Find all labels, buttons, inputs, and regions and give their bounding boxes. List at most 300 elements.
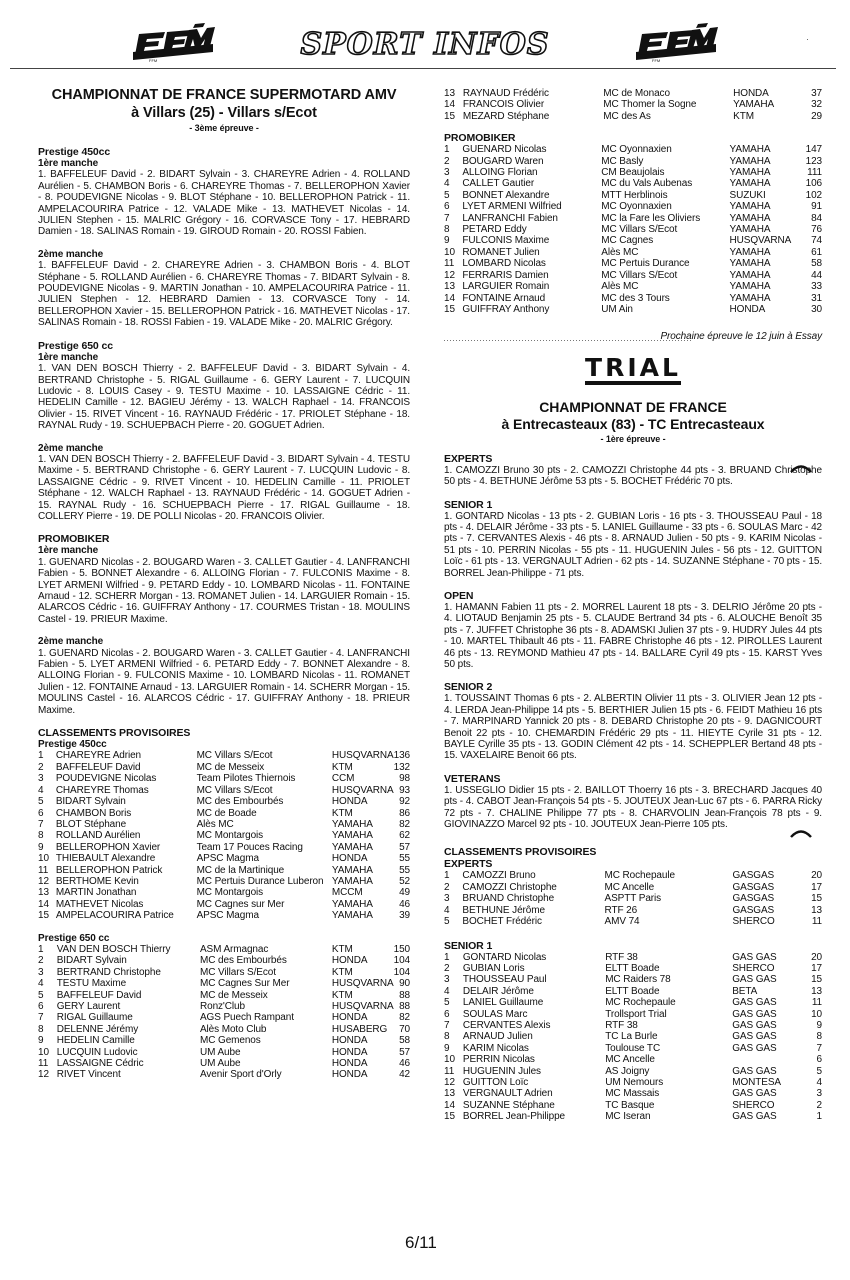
rank-position: 7 [38,818,44,830]
table-row [38,819,410,830]
table-row [444,916,822,927]
table-row [38,865,410,876]
race-heading: 2ème manche [38,636,104,648]
table-row [38,853,410,864]
motorcycle-make: CCM [331,773,355,785]
points: 33 [811,281,822,293]
table-row [444,997,822,1008]
supermotard-title: CHAMPIONNAT DE FRANCE SUPERMOTARD AMV [51,87,397,103]
table-row [38,955,410,966]
points: 52 [399,875,410,887]
motorcycle-make: YAMAHA [729,246,771,258]
motorcycle-make: KTM [733,110,754,122]
rank-position: 6 [38,1001,44,1012]
club-name: MC Ancelle [605,1054,655,1066]
motorcycle-make: GASGAS [732,881,775,893]
points: 74 [811,235,822,247]
rank-position: 6 [444,201,450,213]
points: 106 [805,178,822,190]
points: 147 [805,144,822,156]
club-name: MC Villars S/Ecot [196,750,273,762]
class-results: 1. HAMANN Fabien 11 pts - 2. MORREL Laurent 18 pts - 3. DELRIO Jérôme 20 pts - 4. LIOTAUD Benjamin 25 pts - 5. CLAUDE Bertrand 34 pts - 6. ALOUCHE Benoît 35 pts - 7. JUFFET Christophe 36 pts - 8. ADAMSKI Julien 37 pts - 9. HUDRY Jules 44 pts - 10. MARTEL Thibault 46 pts - 11. FABRE Christophe 46 pts - 12. PIROLLES Laurent 46 pts - 13. REYMOND Mathieu 47 pts - 14. BALLARE Cyril 49 pts - 15. KARST Yves 50 pts. [444,601,822,670]
table-row [444,986,822,997]
class-results: 1. GONTARD Nicolas - 13 pts - 2. GUBIAN Loris - 16 pts - 3. THOUSSEAU Paul - 18 pts - 4. DELAIR Jérôme - 33 pts - 5. LANIEL Guillaume - 33 pts - 6. SOULAS Marc - 42 pts - 7. CERVANTES Alexis - 46 pts - 8. ARNAUD Julien - 50 pts - 9. KARIM Nicolas - 51 pts - 10. PERRIN Nicolas - 55 pts - 11. HUGUENIN Jules - 56 pts - 12. GUITTON Loïc - 61 pts - 13. VERGNAULT Adrien - 62 pts - 14. SUZANNE Stéphane - 70 pts - 15. BORREL Jean-Philippe - 71 pts. [444,510,822,579]
motorcycle-make: YAMAHA [729,144,771,156]
rider-name: BERTHOME Kevin [55,875,139,887]
points: 44 [811,269,822,281]
rank-position: 7 [38,1012,44,1024]
rider-name: ROMANET Julien [462,246,540,258]
points: 90 [399,978,410,990]
motorcycle-make: HONDA [331,1046,368,1058]
motorcycle-make: YAMAHA [729,155,771,167]
rider-name: BELLEROPHON Xavier [55,841,161,853]
rider-name: CERVANTES Alexis [462,1019,551,1031]
standings-table-experts [444,870,822,927]
rider-name: DELENNE Jérémy [56,1023,139,1035]
rank-position: 2 [444,155,450,167]
table-row [444,281,822,292]
rank-position: 8 [38,1023,44,1035]
rider-name: BRUAND Christophe [462,893,555,905]
svg-text:FFM: FFM [652,58,661,63]
club-name: TC Basque [605,1099,655,1111]
rider-name: ALLOING Florian [462,167,538,179]
trial-results-block [444,681,822,761]
table-row [38,910,410,921]
rank-position: 1 [444,951,450,963]
table-row [444,952,822,963]
rider-name: CALLET Gautier [462,178,535,190]
results-block [38,340,410,432]
motorcycle-make: YAMAHA [729,269,771,281]
table-row [444,882,822,893]
standings-class-heading: PROMOBIKER [444,132,516,145]
race-heading: 2ème manche [38,442,104,454]
class-heading: PROMOBIKER [38,533,110,546]
table-row [444,1009,822,1020]
standings-table-450 [38,750,410,921]
class-heading: EXPERTS [444,452,493,465]
points: 29 [811,110,822,122]
club-name: Toulouse TC [605,1042,661,1054]
club-name: MC Cagnes sur Mer [196,898,285,910]
table-row [444,1031,822,1042]
rank-position: 10 [38,853,49,865]
rider-name: FRANCOIS Olivier [462,99,545,111]
motorcycle-make: GAS GAS [732,1008,777,1020]
table-row [444,1077,822,1088]
table-row [38,1012,410,1023]
rider-name: PERRIN Nicolas [462,1054,535,1066]
page-number: 6/11 [405,1233,437,1252]
rank-position: 15 [444,303,455,315]
motorcycle-make: GAS GAS [732,951,777,963]
motorcycle-make: GAS GAS [732,974,777,986]
points: 58 [811,258,822,270]
points: 30 [811,303,822,315]
motorcycle-make: HONDA [331,796,368,808]
points: 42 [399,1069,410,1081]
class-results: 1. USSEGLIO Didier 15 pts - 2. BAILLOT Thoerry 16 pts - 3. BRECHARD Jacques 40 pts - 4. CABOT Jean-François 54 pts - 5. JOUTEUX Jean-Luc 67 pts - 6. PARRA Ricky 72 pts - 7. CHALINE Philippe 77 pts - 8. CHARVOLIN Jean-François 78 pts - 9. GIOVINAZZO Marcel 92 pts - 10. JOUTEUX Jean-Pierre 105 pts. [444,784,822,831]
points: 2 [816,1099,822,1111]
points: 17 [811,962,822,974]
motorcycle-make: SUZUKI [729,189,766,201]
rider-name: SUZANNE Stéphane [462,1099,555,1111]
table-row [38,1047,410,1058]
points: 86 [399,807,410,819]
club-name: Trollsport Trial [605,1008,667,1020]
rank-position: 4 [38,978,44,990]
motorcycle-make: YAMAHA [733,99,775,111]
club-name: MC de la Martinique [196,864,285,876]
points: 70 [399,1023,410,1035]
standings-table-senior1 [444,952,822,1123]
club-name: MC Raiders 78 [605,974,671,986]
club-name: RTF 38 [605,1019,638,1031]
rank-position: 13 [38,887,49,899]
club-name: MC Villars S/Ecot [199,966,276,978]
points: 5 [816,1065,822,1077]
table-row [444,304,822,315]
club-name: Alès MC [601,246,639,258]
club-name: UM Ain [601,303,633,315]
rank-position: 4 [444,985,450,997]
club-name: MC des As [603,110,651,122]
rider-name: MARTIN Jonathan [55,887,137,899]
table-row [38,944,410,955]
margin-mark [790,463,812,473]
points: 1 [816,1111,822,1123]
table-row [444,1088,822,1099]
rider-name: CAMOZZI Christophe [462,881,557,893]
rank-position: 11 [444,258,455,270]
rider-name: AMPELACOURIRA Patrice [55,910,174,922]
table-row [444,144,822,155]
motorcycle-make: HONDA [733,88,769,99]
rider-name: MEZARD Stéphane [462,110,550,122]
points: 88 [399,1001,410,1012]
motorcycle-make: HONDA [331,955,368,967]
motorcycle-make: HONDA [331,1012,368,1024]
table-row [38,990,410,1001]
points: 61 [811,246,822,258]
club-name: MC de Messeix [199,989,268,1001]
points: 15 [811,974,822,986]
motorcycle-make: SHERCO [732,1099,775,1111]
table-row [444,1020,822,1031]
rank-position: 7 [444,212,450,224]
sport-infos-masthead [290,18,560,68]
rank-position: 10 [444,1054,455,1066]
rank-position: 12 [444,1076,455,1088]
rider-name: BORREL Jean-Philippe [462,1111,566,1123]
club-name: MC Massais [605,1088,660,1100]
rank-position: 9 [444,235,450,247]
rider-name: VERGNAULT Adrien [462,1088,553,1100]
points: 32 [811,99,822,111]
club-name: MC la Fare les Oliviers [601,212,701,224]
motorcycle-make: MONTESA [732,1076,781,1088]
race-heading: 2ème manche [38,248,104,260]
trial-section-logo: TRIAL [444,355,822,385]
rank-position: 1 [444,870,450,882]
results-block [38,249,410,329]
club-name: MC Pertuis Durance Luberon [196,875,324,887]
table-row [444,893,822,904]
rank-position: 9 [38,1035,44,1047]
rider-name: GUENARD Nicolas [462,144,547,156]
rider-name: LANFRANCHI Fabien [462,212,558,224]
club-name: MC Cagnes Sur Mer [199,978,290,990]
rider-name: RAYNAUD Frédéric [462,88,549,99]
rider-name: BAFFELEUF David [56,989,142,1001]
club-name: MC Villars S/Ecot [601,224,678,236]
motorcycle-make: YAMAHA [331,898,373,910]
points: 104 [393,966,410,978]
rank-position: 9 [38,841,44,853]
rider-name: LUCQUIN Ludovic [56,1046,138,1058]
standings-table-650-continued [444,88,822,122]
rider-name: GUIFFRAY Anthony [462,303,550,315]
rank-position: 12 [38,875,49,887]
table-row [38,1069,410,1080]
results-block [38,636,410,716]
points: 55 [399,853,410,865]
table-row [38,978,410,989]
table-row [38,796,410,807]
rider-name: BONNET Alexandre [462,189,550,201]
supermotard-column [38,84,410,1081]
rank-position: 8 [38,830,44,842]
table-row [38,830,410,841]
motorcycle-make: HUSQVARNA [331,978,394,990]
rider-name: CAMOZZI Bruno [462,870,536,882]
rider-name: PETARD Eddy [462,224,527,236]
table-row [444,1043,822,1054]
standings-class-heading: EXPERTS [444,858,493,871]
rider-name: KARIM Nicolas [462,1042,529,1054]
table-row [444,201,822,212]
motorcycle-make: HONDA [729,303,766,315]
margin-mark [790,828,812,838]
table-row [444,167,822,178]
right-column [444,88,822,1123]
club-name: ELTT Boade [605,985,660,997]
rank-position: 3 [38,773,44,785]
club-name: AGS Puech Rampant [199,1012,294,1024]
rider-name: BOUGARD Waren [462,155,544,167]
points: 7 [816,1042,822,1054]
rider-name: CHAREYRE Thomas [55,784,149,796]
motorcycle-make: GASGAS [732,893,775,905]
standings-heading: CLASSEMENTS PROVISOIRES [444,846,597,859]
points: 20 [811,870,822,882]
rank-position: 6 [444,1008,450,1020]
rank-position: 10 [444,246,455,258]
table-row [444,270,822,281]
results-block [38,146,410,238]
table-row [444,111,822,122]
table-row [38,967,410,978]
motorcycle-make: YAMAHA [331,830,373,842]
motorcycle-make: YAMAHA [331,841,373,853]
points: 76 [811,224,822,236]
rider-name: BETHUNE Jérôme [462,904,545,916]
table-row [444,156,822,167]
rider-name: GUBIAN Loris [462,962,525,974]
club-name: MC Oyonnaxien [601,144,672,156]
standings-class-heading: Prestige 450cc [38,739,107,751]
motorcycle-make: HONDA [331,1058,368,1070]
club-name: MC Montargois [196,830,264,842]
next-event-note: Prochaine épreuve le 12 juin à Essay [444,331,822,342]
class-heading: SENIOR 2 [444,681,493,694]
club-name: MC des 3 Tours [601,292,670,304]
rank-position: 3 [444,974,450,986]
points: 150 [393,943,410,955]
table-row [444,99,822,110]
points: 4 [816,1076,822,1088]
motorcycle-make: YAMAHA [331,864,373,876]
table-row [444,258,822,269]
table-row [444,213,822,224]
rank-position: 11 [38,1058,49,1070]
points: 55 [399,864,410,876]
rank-position: 9 [444,1042,450,1054]
motorcycle-make: GAS GAS [732,1065,777,1077]
motorcycle-make: HUSABERG [331,1023,388,1035]
table-row [38,785,410,796]
points: 62 [399,830,410,842]
rider-name: BAFFELEUF David [55,761,141,773]
table-row [38,876,410,887]
club-name: RTF 26 [604,904,638,916]
rider-name: ARNAUD Julien [462,1031,533,1043]
points: 31 [811,292,822,304]
points: 11 [811,997,822,1009]
class-heading: VETERANS [444,772,501,785]
points: 123 [805,155,822,167]
rider-name: BERTRAND Christophe [56,966,161,978]
club-name: Alès MC [601,281,639,293]
club-name: MC de Boade [196,807,257,819]
motorcycle-make: YAMAHA [729,224,771,236]
trial-venue: à Entrecasteaux (83) - TC Entrecasteaux [501,415,765,432]
standings-table-promobiker [444,144,822,315]
points: 92 [399,796,410,808]
rider-name: THOUSSEAU Paul [462,974,547,986]
motorcycle-make: GAS GAS [732,1042,777,1054]
race-results: 1. VAN DEN BOSCH Thierry - 2. BAFFELEUF David - 3. BIDART Sylvain - 4. BERTRAND Christophe - 5. RIGAL Guillaume - 6. GERY Laurent - 7. LUCQUIN Ludovic - 8. LOUIS Casey - 9. TESTU Maxime - 10. LASSAIGNE Cédric - 11. HEDELIN Camille - 12. BAGIEU Jérémy - 13. WALCH Raphael - 14. FRANCOIS Olivier - 15. RIVET Vincent - 16. RAYNAUD Frédéric - 17. PRIOLET Stéphane - 18. RAYNAL Rudy - 19. SCHUEPBACH Pierre - 20. GOGUET Adrien. [38,363,410,432]
table-row [444,1111,822,1122]
rank-position: 3 [444,167,450,179]
trial-results-block [444,499,822,579]
club-name: MC de Messeix [196,761,265,773]
rider-name: CHAMBON Boris [55,807,132,819]
standings-class-heading: Prestige 650 cc [38,932,110,944]
club-name: Alès MC [196,818,234,830]
motorcycle-make: GAS GAS [732,1031,777,1043]
rider-name: BIDART Sylvain [56,955,127,967]
race-heading: 1ère manche [38,158,99,169]
table-row [444,190,822,201]
rank-position: 10 [38,1046,49,1058]
table-row [444,974,822,985]
table-row [444,88,822,99]
club-name: ASPTT Paris [604,893,662,905]
club-name: APSC Magma [196,910,259,922]
points: 20 [811,951,822,963]
motorcycle-make: BETA [732,985,758,997]
rank-position: 7 [444,1019,450,1031]
table-row [38,808,410,819]
rank-position: 1 [444,144,450,156]
class-results: 1. CAMOZZI Bruno 30 pts - 2. CAMOZZI Christophe 44 pts - 3. BRUAND Christophe 50 pts - 4. BETHUNE Jérôme 53 pts - 5. BOCHET Frédéric 70 pts. [444,464,822,488]
rank-position: 14 [444,99,455,111]
club-name: MC Villars S/Ecot [196,784,273,796]
rider-name: SOULAS Marc [462,1008,528,1020]
points: 39 [399,910,410,922]
points: 102 [805,189,822,201]
motorcycle-make: GAS GAS [732,997,777,1009]
points: 93 [399,784,410,796]
points: 88 [399,989,410,1001]
table-row [38,762,410,773]
rider-name: THIEBAULT Alexandre [55,853,156,865]
rank-position: 13 [444,88,455,99]
rank-position: 15 [444,110,455,122]
rider-name: GERY Laurent [56,1001,121,1012]
rider-name: DELAIR Jérôme [462,985,534,997]
points: 10 [811,1008,822,1020]
club-name: MC Rochepaule [605,997,676,1009]
club-name: MC Montargois [196,887,264,899]
motorcycle-make: HONDA [331,853,368,865]
rider-name: TESTU Maxime [56,978,127,990]
points: 84 [811,212,822,224]
race-heading: 1ère manche [38,545,99,557]
rider-name: VAN DEN BOSCH Thierry [56,943,171,955]
club-name: MC Oyonnaxien [601,201,672,213]
points: 3 [816,1088,822,1100]
rider-name: LASSAIGNE Cédric [56,1058,144,1070]
points: 98 [399,773,410,785]
motorcycle-make: HONDA [331,1069,368,1081]
table-row [444,870,822,881]
rank-position: 4 [444,904,450,916]
table-row [38,899,410,910]
club-name: Team Pilotes Thiernois [196,773,296,785]
club-name: MC du Vals Aubenas [601,178,693,190]
club-name: MC Basly [601,155,644,167]
table-row [444,235,822,246]
rider-name: BELLEROPHON Patrick [55,864,163,876]
club-name: MC Gemenos [199,1035,261,1047]
rider-name: FONTAINE Arnaud [462,292,546,304]
rank-position: 5 [444,189,450,201]
points: 13 [811,985,822,997]
table-row [444,293,822,304]
motorcycle-make: GAS GAS [732,1019,777,1031]
rank-position: 14 [444,1099,455,1111]
rider-name: GONTARD Nicolas [462,951,547,963]
rider-name: LARGUIER Romain [462,281,550,293]
standings-table-650 [38,944,410,1081]
points: 82 [399,818,410,830]
class-results: 1. TOUSSAINT Thomas 6 pts - 2. ALBERTIN Olivier 11 pts - 3. OLIVIER Jean 12 pts - 4. LERDA Jean-Philippe 14 pts - 5. BERTHIER Julien 15 pts - 6. FEIDT Mathieu 16 pts - 7. MARPINARD Yannick 20 pts - 8. DEBARD Christophe 20 pts - 9. DAGNICOURT Benoit 22 pts - 10. CHEMARDIN Frédéric 29 pts - 11. HIEYTE Cyrile 31 pts - 12. BAYLE Cyrille 35 pts - 13. GODIN Clément 42 pts - 14. SCHEPPLER Bertand 48 pts - 15. VAXELAIRE Benoit 66 pts. [444,693,822,762]
rank-position: 1 [38,943,44,955]
